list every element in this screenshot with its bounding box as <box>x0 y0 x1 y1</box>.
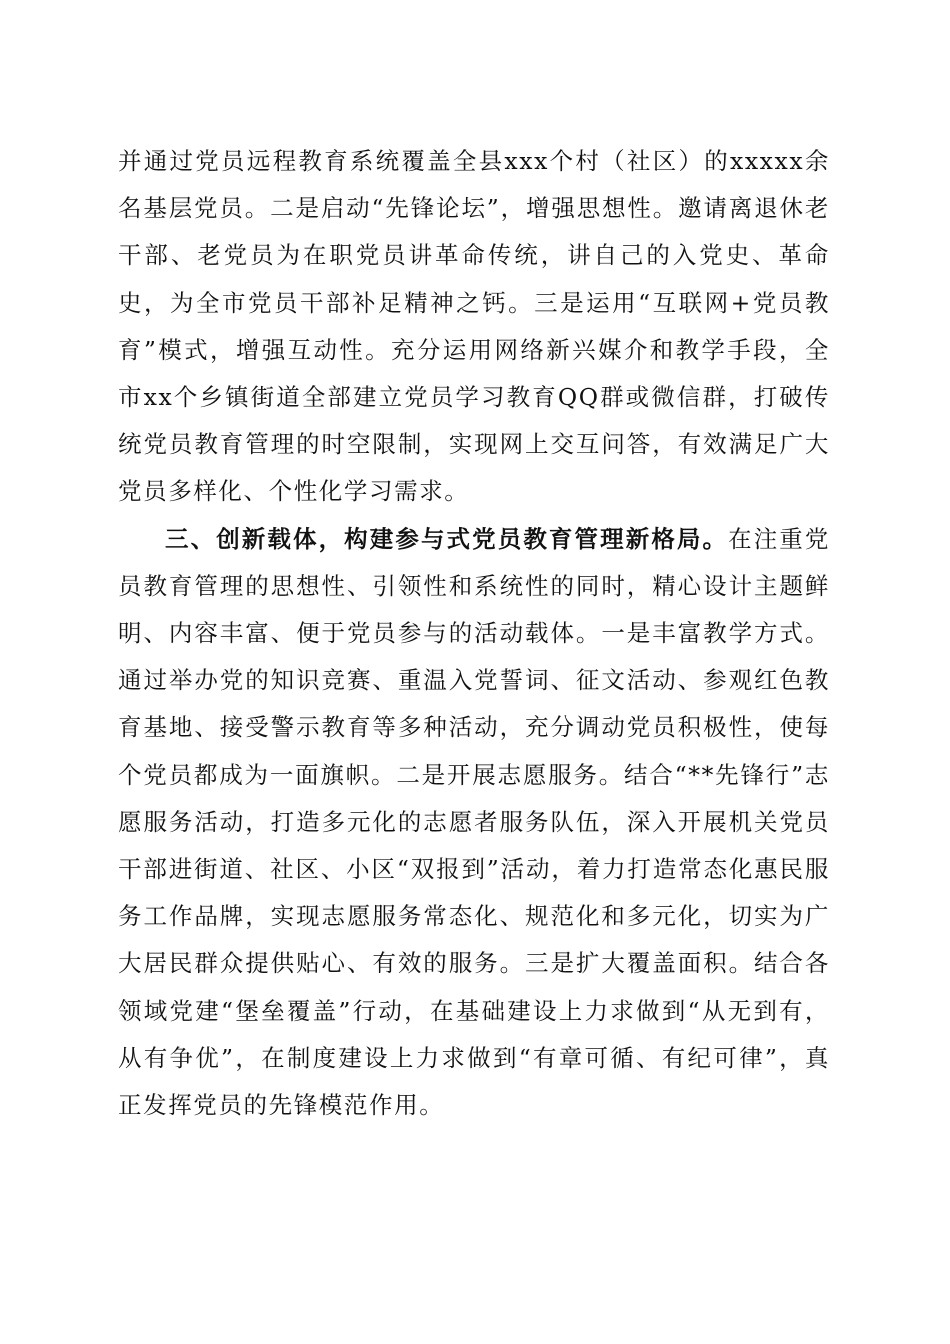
section-three-paragraph <box>118 516 830 1130</box>
document-body <box>118 138 830 1129</box>
paragraph-continuation: 并通过党员远程教育系统覆盖全县xxx个村（社区）的xxxxx余名基层党员。二是启动“先锋论坛”，增强思想性。邀请离退休老干部、老党员为在职党员讲革命传统，讲自己的入党史、革命史，为全市党员干部补足精神之钙。三是运用“互联网+党员教育”模式，增强互动性。充分运用网络新兴媒介和教学手段，全市xx个乡镇街道全部建立党员学习教育QQ群或微信群，打破传统党员教育管理的时空限制，实现网上交互问答，有效满足广大党员多样化、个性化学习需求。 <box>118 147 830 506</box>
section-three-heading: 三、创新载体，构建参与式党员教育管理新格局。 <box>165 524 729 553</box>
section-three-body: 在注重党员教育管理的思想性、引领性和系统性的同时，精心设计主题鲜明、内容丰富、便于党员参与的活动载体。一是丰富教学方式。通过举办党的知识竞赛、重温入党誓词、征文活动、参观红色教育基地、接受警示教育等多种活动，充分调动党员积极性，使每个党员都成为一面旗帜。二是开展志愿服务。结合“**先锋行”志愿服务活动，打造多元化的志愿者服务队伍，深入开展机关党员干部进街道、社区、小区“双报到”活动，着力打造常态化惠民服务工作品牌，实现志愿服务常态化、规范化和多元化，切实为广大居民群众提供贴心、有效的服务。三是扩大覆盖面积。结合各领域党建“堡垒覆盖”行动，在基础建设上力求做到“从无到有，从有争优”，在制度建设上力求做到“有章可循、有纪可律”，真正发挥党员的先锋模范作用。 <box>118 524 830 1120</box>
